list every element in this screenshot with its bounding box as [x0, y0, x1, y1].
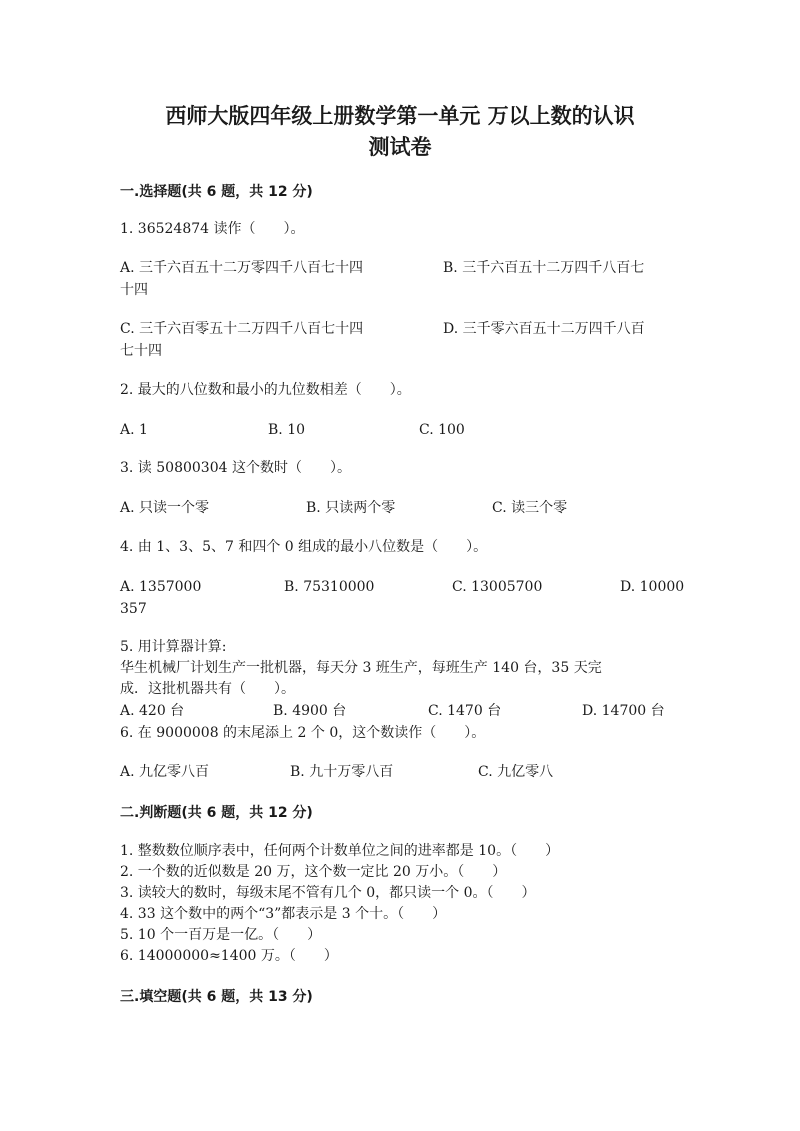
- q3-option-a: A. 只读一个零: [120, 500, 210, 516]
- q3-option-b: B. 只读两个零: [306, 500, 396, 516]
- judge-item-2: 2. 一个数的近似数是 20 万，这个数一定比 20 万小。（ ）: [120, 864, 507, 880]
- q1-option-a: A. 三千六百五十二万零四千八百七十四: [120, 260, 364, 276]
- q6-stem: 6. 在 9000008 的末尾添上 2 个 0，这个数读作（ ）。: [120, 725, 486, 741]
- q4-option-d-cont: 357: [120, 601, 147, 617]
- q2-option-c: C. 100: [419, 422, 465, 438]
- section2-heading: 二.判断题(共 6 题，共 12 分): [120, 805, 313, 821]
- q1-option-d: D. 三千零六百五十二万四千八百: [443, 321, 645, 337]
- q4-option-c: C. 13005700: [452, 579, 543, 595]
- q1-option-d-cont: 七十四: [120, 343, 162, 359]
- q1-stem: 1. 36524874 读作（ ）。: [120, 221, 305, 237]
- exam-title-line2: 测试卷: [368, 135, 432, 159]
- q1-option-b: B. 三千六百五十二万四千八百七: [443, 260, 645, 276]
- q4-option-d: D. 10000: [620, 579, 685, 595]
- judge-item-1: 1. 整数数位顺序表中，任何两个计数单位之间的进率都是 10。（ ）: [120, 843, 560, 859]
- judge-item-4: 4. 33 这个数中的两个“3”都表示是 3 个十。（ ）: [120, 906, 447, 922]
- q3-stem: 3. 读 50800304 这个数时（ ）。: [120, 460, 351, 476]
- section3-heading: 三.填空题(共 6 题，共 13 分): [120, 989, 313, 1005]
- q1-option-c: C. 三千六百零五十二万四千八百七十四: [120, 321, 364, 337]
- q6-option-a: A. 九亿零八百: [120, 764, 210, 780]
- q3-option-c: C. 读三个零: [492, 500, 568, 516]
- q5-option-b: B. 4900 台: [273, 703, 347, 719]
- q4-stem: 4. 由 1、3、5、7 和四个 0 组成的最小八位数是（ ）。: [120, 539, 488, 555]
- q6-option-c: C. 九亿零八: [478, 764, 554, 780]
- section1-heading: 一.选择题(共 6 题，共 12 分): [120, 184, 313, 200]
- q2-option-a: A. 1: [120, 422, 148, 438]
- q5-option-a: A. 420 台: [120, 703, 185, 719]
- q5-stem-line1: 5. 用计算器计算:: [120, 639, 227, 655]
- judge-item-6: 6. 14000000≈1400 万。（ ）: [120, 948, 338, 964]
- judge-item-3: 3. 读较大的数时，每级末尾不管有几个 0，都只读一个 0。（ ）: [120, 885, 536, 901]
- q1-option-b-cont: 十四: [120, 282, 148, 298]
- q4-option-b: B. 75310000: [284, 579, 375, 595]
- q4-option-a: A. 1357000: [120, 579, 202, 595]
- q2-option-b: B. 10: [268, 422, 306, 438]
- q5-stem-line2: 华生机械厂计划生产一批机器，每天分 3 班生产，每班生产 140 台，35 天完: [120, 660, 602, 676]
- q5-stem-line3: 成．这批机器共有（ ）。: [120, 681, 295, 697]
- q5-option-d: D. 14700 台: [582, 703, 665, 719]
- q2-stem: 2. 最大的八位数和最小的九位数相差（ ）。: [120, 382, 411, 398]
- q6-option-b: B. 九十万零八百: [290, 764, 394, 780]
- q5-option-c: C. 1470 台: [428, 703, 502, 719]
- exam-title-line1: 西师大版四年级上册数学第一单元 万以上数的认识: [165, 104, 635, 128]
- judge-item-5: 5. 10 个一百万是一亿。（ ）: [120, 927, 322, 943]
